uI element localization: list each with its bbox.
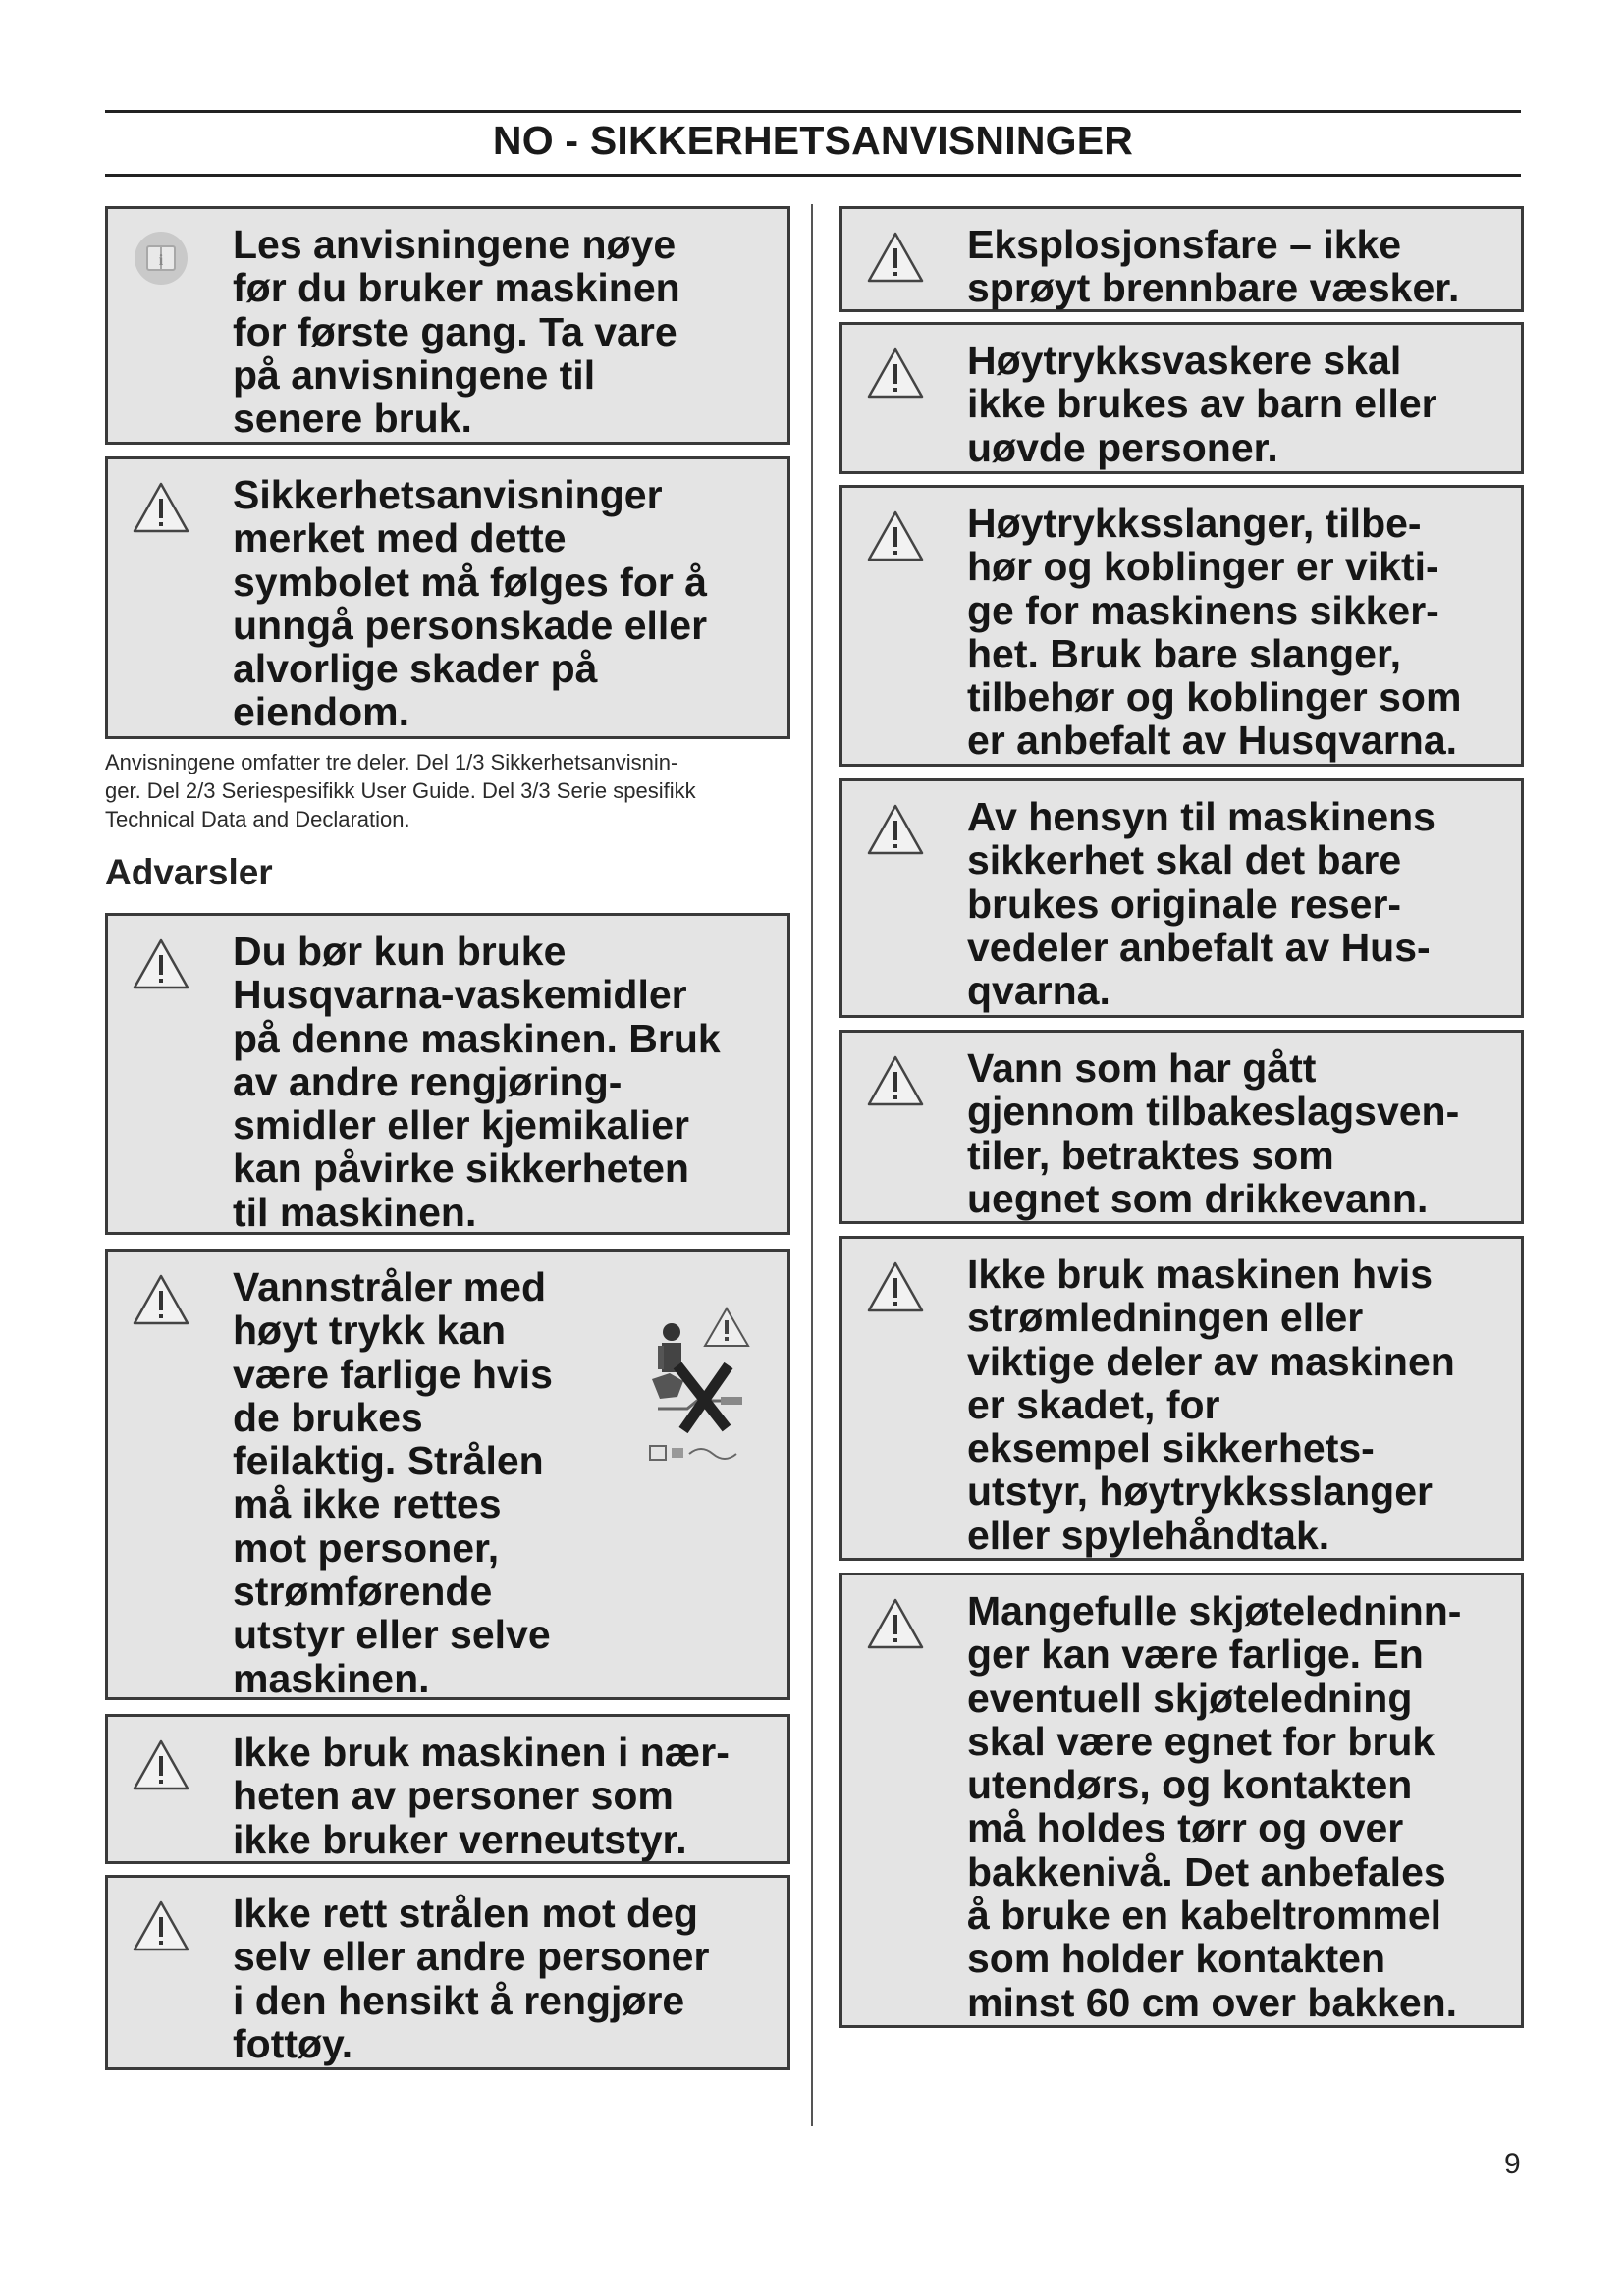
warning-box <box>839 778 1524 1018</box>
warning-triangle-icon <box>131 1736 191 1793</box>
warning-box <box>839 206 1524 312</box>
intro-box <box>105 206 790 445</box>
warning-text: Mangefulle skjøteledninn- ger kan være farlige. En eventuell skjøteledning skal være egnet for bruk utendørs, og kontakten må holdes tørr og over bakkenivå. Det anbefales å bruke en kabeltrommel som holder kontakten minst 60 cm over bakken. <box>967 1588 1462 2025</box>
warning-triangle-icon <box>865 801 926 858</box>
svg-text:i: i <box>158 252 164 269</box>
warning-text: Høytrykksslanger, tilbe- hør og koblinger er vikti- ge for maskinens sikker- het. Bruk bare slanger, tilbehør og koblinger som er anbefalt av Husqvarna. <box>967 501 1462 764</box>
warning-text: Du bør kun bruke Husqvarna-vaskemidler på denne maskinen. Bruk av andre rengjøring- smidler eller kjemikalier kan påvirke sikkerheten til maskinen. <box>233 929 721 1235</box>
info-book-icon <box>131 229 191 286</box>
warning-triangle-icon <box>131 1271 191 1328</box>
symbol-text: Sikkerhetsanvisninger merket med dette symbolet må følges for å unngå personskade eller alvorlige skader på eiendom. <box>233 472 708 735</box>
warning-text: Vann som har gått gjennom tilbakeslagsven- tiler, betraktes som uegnet som drikkevann. <box>967 1045 1460 1221</box>
warning-box <box>839 1573 1524 2028</box>
warning-box <box>105 913 790 1235</box>
warning-triangle-icon <box>865 1258 926 1315</box>
warning-text: Høytrykksvaskere skal ikke brukes av barn eller uøvde personer. <box>967 338 1437 470</box>
page-title: NO - SIKKERHETSANVISNINGER <box>492 118 1134 163</box>
warning-triangle-icon <box>865 1595 926 1652</box>
warning-box <box>839 485 1524 767</box>
symbol-box <box>105 456 790 739</box>
intro-text: Les anvisningene nøye før du bruker maskinen for første gang. Ta vare på anvisningene til senere bruk. <box>233 222 680 442</box>
page-number: 9 <box>1504 2148 1521 2180</box>
warning-text: Eksplosjonsfare – ikke sprøyt brennbare væsker. <box>967 222 1460 311</box>
no-spray-pictogram-icon <box>638 1281 766 1468</box>
warning-box <box>839 322 1524 474</box>
warning-triangle-icon <box>865 229 926 286</box>
warning-triangle-icon <box>865 1052 926 1109</box>
header-rule-bottom <box>105 174 1521 177</box>
warning-text: Av hensyn til maskinens sikkerhet skal det bare brukes originale reser- vedeler anbefalt av Hus- qvarna. <box>967 794 1435 1014</box>
warning-box <box>105 1875 790 2070</box>
warning-box <box>839 1236 1524 1561</box>
warning-text: Ikke bruk maskinen i nær- heten av personer som ikke bruker verneutstyr. <box>233 1730 730 1862</box>
warning-triangle-icon <box>131 1897 191 1954</box>
warning-triangle-icon <box>865 345 926 401</box>
section-heading: Advarsler <box>105 852 273 892</box>
warning-triangle-icon <box>131 479 191 536</box>
warning-box <box>839 1030 1524 1224</box>
warning-triangle-icon <box>131 935 191 992</box>
warning-triangle-icon <box>865 507 926 564</box>
manual-parts-note: Anvisningene omfatter tre deler. Del 1/3 Sikkerhetsanvisnin- ger. Del 2/3 Seriespesifikk User Guide. Del 3/3 Serie spesifikk Technical Data and Declaration. <box>105 750 696 831</box>
warning-text: Ikke bruk maskinen hvis strømledningen eller viktige deler av maskinen er skadet, for eksempel sikkerhets- utstyr, høytrykksslanger eller spylehåndtak. <box>967 1252 1455 1558</box>
header-rule-top <box>105 110 1521 113</box>
warning-text: Vannstråler med høyt trykk kan være farlige hvis de brukes feilaktig. Strålen må ikke rettes mot personer, strømførende utstyr eller selve maskinen. <box>233 1264 553 1701</box>
warning-text: Ikke rett strålen mot deg selv eller andre personer i den hensikt å rengjøre fottøy. <box>233 1891 710 2066</box>
warning-box <box>105 1714 790 1864</box>
column-divider <box>811 204 813 2126</box>
warning-box <box>105 1249 790 1700</box>
